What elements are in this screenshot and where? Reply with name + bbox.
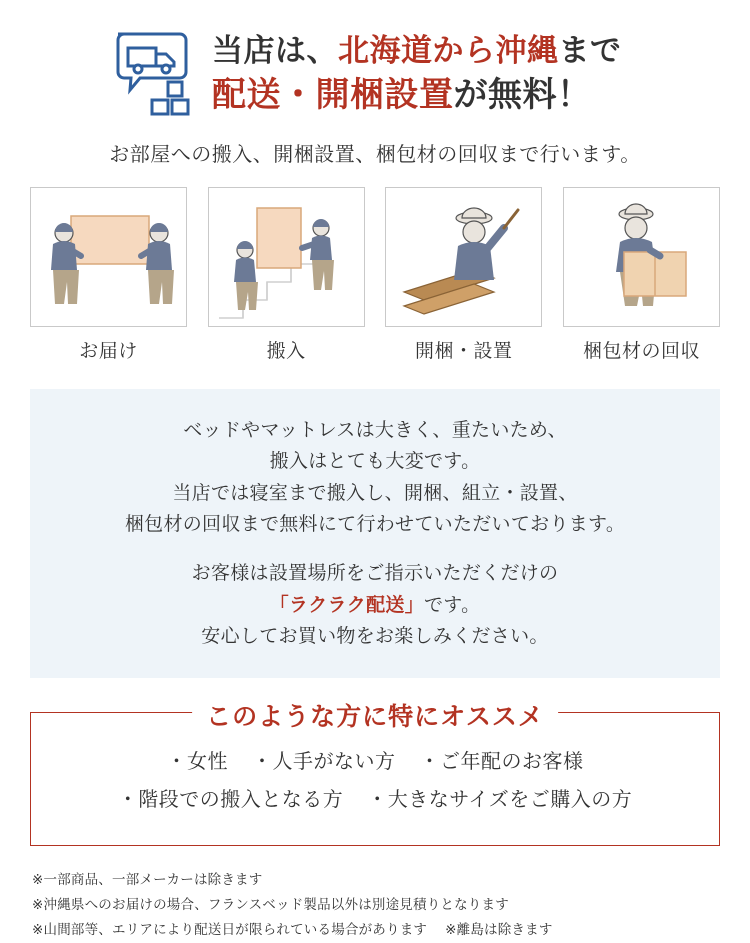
- info-line-5: お客様は設置場所をご指示いただくだけの: [191, 563, 559, 585]
- header: [30, 0, 720, 122]
- headline-line1-accent: 北海道から沖縄: [338, 32, 559, 68]
- headline: [212, 31, 622, 117]
- info-line-4: 梱包材の回収まで無料にて行わせていただいております。: [124, 514, 626, 536]
- step-label-delivery: お届け: [79, 341, 138, 362]
- footnote-3: [32, 918, 720, 943]
- step-label-carry-in: 搬入: [266, 341, 306, 362]
- info-line-7: 安心してお買い物をお楽しみください。: [201, 626, 549, 648]
- info-line-3: 当店では寝室まで搬入し、開梱、組立・設置、: [172, 482, 578, 504]
- headline-line2-accent: 配送・開梱設置: [212, 76, 454, 115]
- info-spacer: [40, 540, 710, 558]
- footnote-3-part2: ※離島は除きます: [445, 922, 553, 938]
- step-label-packing-collection: 梱包材の回収: [582, 341, 700, 362]
- recommend-row-1: [31, 743, 719, 781]
- step-item-carry-in: [208, 187, 365, 363]
- raku-raku-delivery-quote: 「ラクラク配送」: [269, 594, 424, 616]
- step-item-unpack-install: [385, 187, 542, 363]
- info-line-2: 搬入はとても大変です。: [269, 451, 481, 473]
- recommend-item-stairs: ・階段での搬入となる方: [117, 789, 344, 812]
- recommend-item-large-size: ・大きなサイズをご購入の方: [367, 789, 633, 812]
- subheadline: お部屋への搬入、開梱設置、梱包材の回収まで行います。: [109, 144, 641, 166]
- recommend-item-women: ・女性: [166, 751, 228, 774]
- footnote-3-part1: ※山間部等、エリアにより配送日が限られている場合があります: [32, 922, 428, 938]
- recommend-box: [30, 703, 720, 846]
- step-illustration-unpack-install: [385, 187, 542, 327]
- step-item-delivery: [30, 187, 187, 363]
- headline-line2-suffix: が無料！: [453, 76, 592, 115]
- info-panel: [30, 389, 720, 678]
- raku-raku-delivery-suffix: です。: [424, 594, 481, 616]
- headline-line-2: [212, 73, 622, 117]
- delivery-truck-icon: [110, 26, 206, 122]
- recommend-row-2: [31, 781, 719, 819]
- recommend-item-elderly: ・ご年配のお客様: [419, 751, 584, 774]
- info-line-6: [40, 590, 710, 621]
- headline-line1-prefix: 当店は、: [212, 32, 338, 68]
- step-list: [30, 187, 720, 363]
- step-illustration-delivery: [30, 187, 187, 327]
- footnote-1: ※一部商品、一部メーカーは除きます: [32, 872, 263, 888]
- step-label-unpack-install: 開梱・設置: [415, 341, 513, 362]
- recommend-item-no-helpers: ・人手がない方: [252, 751, 396, 774]
- recommend-title: このような方に特にオススメ: [192, 697, 558, 733]
- footnote-2: ※沖縄県へのお届けの場合、フランスベッド製品以外は別途見積りとなります: [32, 897, 509, 913]
- headline-line-1: [212, 31, 622, 71]
- headline-line1-suffix: まで: [558, 32, 622, 68]
- footnotes: [30, 868, 720, 943]
- step-illustration-packing-collection: [563, 187, 720, 327]
- step-item-packing-collection: [563, 187, 720, 363]
- info-line-1: ベッドやマットレスは大きく、重たいため、: [183, 420, 567, 441]
- step-illustration-carry-in: [208, 187, 365, 327]
